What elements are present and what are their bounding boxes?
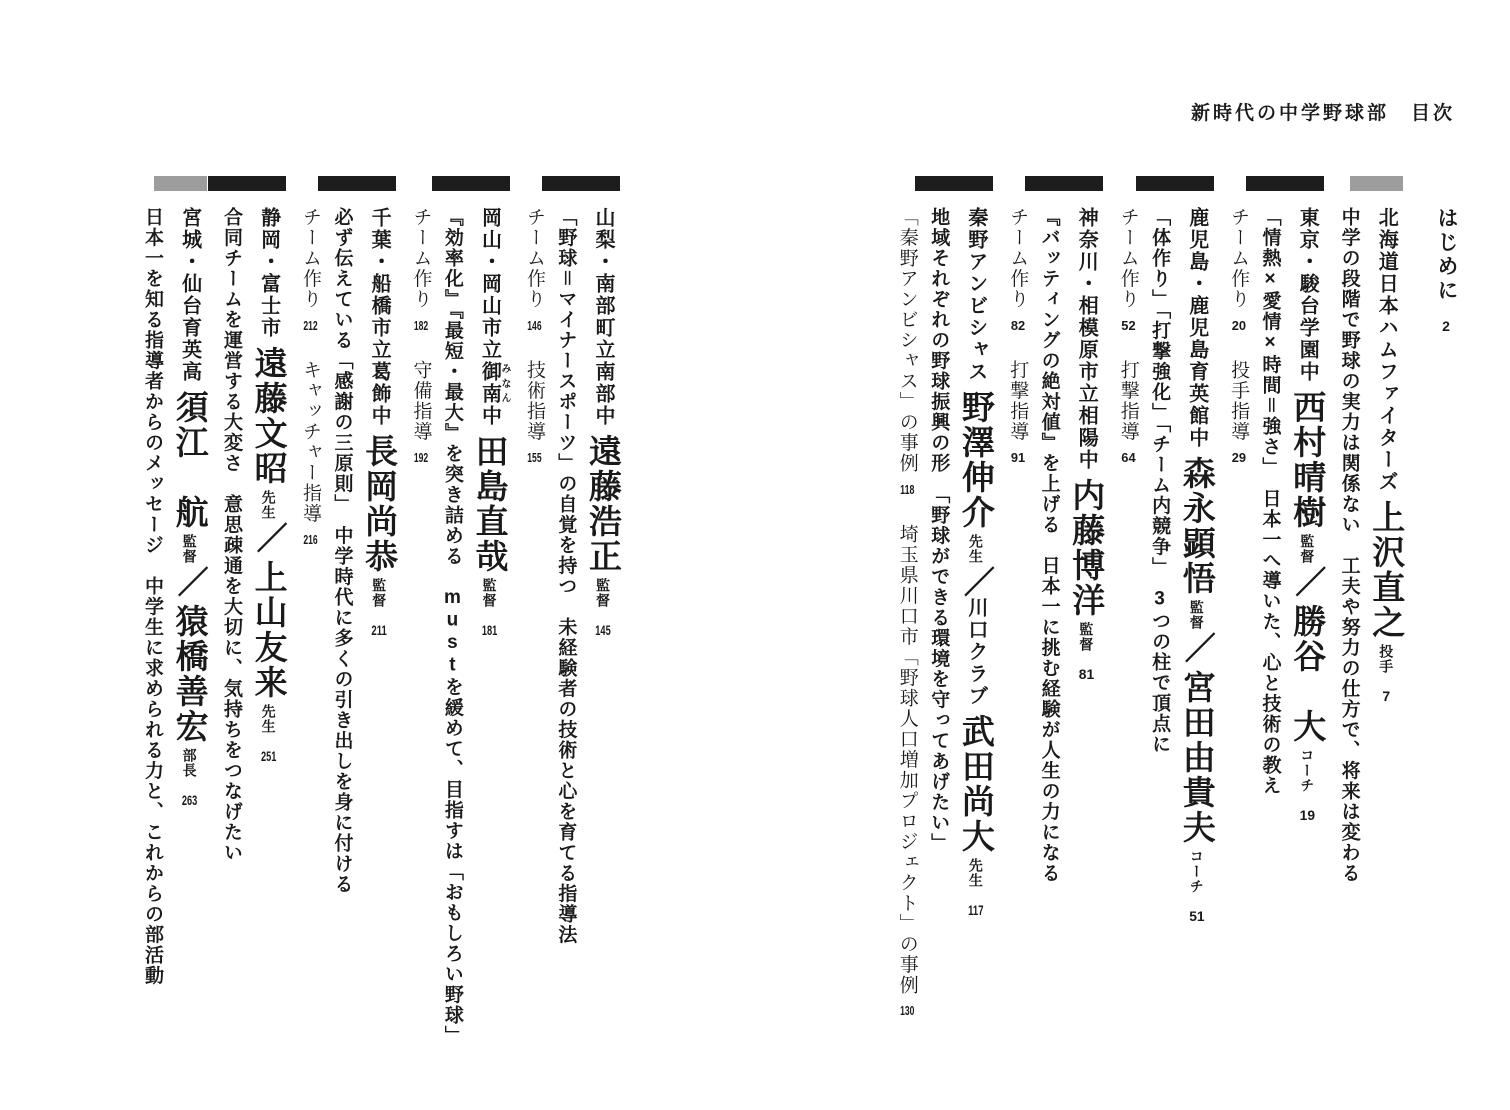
person-role: 先生 [260,490,277,520]
toc-section [1227,207,1327,1047]
section-accent-bar [208,176,286,191]
intro-label: はじめに [1435,207,1458,303]
section-subtitle: 「情熱×愛情×時間＝強さ」 日本一へ導いた、心と技術の教え [1259,207,1281,796]
item-label: 「秦野アンビシャス」の事例 [896,207,918,474]
person-name: 内藤博洋 [1068,478,1106,618]
section-title-column [472,207,510,1047]
person-name: 森永顕悟 [1178,456,1216,596]
section-accent-bar [154,176,207,191]
item-page-number: 52 [1121,318,1136,332]
section-page-number: 19 [1299,808,1316,822]
toc-section [1006,207,1106,1047]
person-name: 遠藤文昭 [250,346,288,486]
section-title-column [585,207,620,1047]
item-page-number: 82 [1010,318,1026,332]
section-subtitle: 必ず伝えている「感謝の三原則」 中学時代に多くの引き出しを身に付ける [331,207,353,895]
item-page-number: 118 [900,482,915,496]
item-page-number: 20 [1231,318,1247,332]
section-subtitle: 『効率化』『最短・最大』を突き詰める mustを緩めて、目指すは「おもしろい野球」 [441,207,463,1046]
person-role: コーチ [1299,748,1316,793]
section-title-column [361,207,399,1047]
person-role: 監督 [595,578,611,608]
affiliation-text: 岡山・岡山市立 [478,207,501,361]
item-page-number: 155 [527,450,542,464]
person-name: 西村晴樹 [1289,390,1327,530]
item-label: 打撃指導 [1117,359,1139,442]
section-page-number: 51 [1189,909,1205,923]
item-page-number: 91 [1010,450,1026,464]
section-items-column [299,207,321,1047]
person-role: コーチ [1188,849,1205,894]
person-name: 上沢直之 [1368,500,1406,640]
section-subtitle: 日本一を知る指導者からのメッセージ 中学生に求められる力と、これからの部活動 [141,207,163,986]
name-separator: ／ [1290,566,1326,597]
toc-section [220,207,286,1047]
item-label: 打撃指導 [1007,359,1029,442]
section-subtitle: 地域それぞれの野球振興の形 「野球ができる環境を守ってあげたい」 [928,207,950,854]
section-accent-bar [915,176,993,191]
toc-section [409,207,509,1047]
section-title-column [958,207,993,1047]
ruby-annotation [478,361,511,405]
person-name: 武田尚大 [957,714,995,854]
person-role: 監督 [481,578,498,608]
section-accent-bar [1350,176,1403,191]
section-subtitle: 「体作り」「打撃強化」「チーム内競争」 3つの柱で頂点に [1149,207,1171,755]
section-items-column [523,207,545,1047]
section-accent-bar [1246,176,1324,191]
item-label: 投手指導 [1228,359,1250,442]
person-role: 監督 [1188,600,1205,630]
person-role: 監督 [181,534,198,564]
toc-section [895,207,995,1047]
affiliation-text: 静岡・富士市 [257,207,280,339]
person-name: 猿橋善宏 [171,604,209,744]
section-subtitle: 合同チームを運営する大変さ 意思疎通を大切に、気持ちをつなげたい [221,207,242,863]
toc-item [1228,360,1249,464]
toc-section [299,207,399,1047]
name-separator: ／ [958,566,994,597]
item-page-number: 146 [527,318,542,332]
toc-page-right [818,207,1458,1047]
section-accent-bar [432,176,510,191]
item-page-number: 130 [900,1004,915,1017]
person-role: 先生 [967,534,984,564]
item-label: 技術指導 [523,359,545,442]
item-label: チーム作り [1007,207,1029,310]
person-role: 部長 [181,748,198,778]
item-label: チーム作り [1228,207,1250,310]
affiliation-text: 宮城・仙台育英高 [178,207,201,383]
person-role: 投手 [1378,644,1395,674]
section-page-number: 81 [1078,667,1095,681]
toc-item [300,360,321,546]
affiliation-text: 御南 [478,361,501,405]
affiliation-text: 北海道日本ハムファイターズ [1375,207,1398,493]
toc-item [524,207,545,332]
item-label: 埼玉県川口市「野球人口増加プロジェクト」の事例 [896,523,918,995]
running-head-title: 新時代の中学野球部 目次 [1190,103,1455,124]
affiliation-text: 秦野アンビシャス [964,207,987,383]
section-title-column [1179,207,1214,1047]
person-name: 宮田由貴夫 [1178,670,1216,845]
affiliation-text: 山梨・南部町立南部中 [592,207,614,427]
toc-item [300,207,321,332]
item-page-number: 29 [1231,450,1247,464]
section-accent-bar [1136,176,1214,191]
item-page-number: 192 [413,450,429,464]
section-accent-bar [542,176,620,191]
toc-section [1337,207,1406,1047]
ruby-reading: みなん [499,361,511,405]
section-items-column [409,207,431,1047]
affiliation-text: 千葉・船橋市立葛飾中 [368,207,391,427]
toc-item [1007,360,1028,464]
toc-item [1007,207,1028,332]
name-separator: ／ [251,522,287,553]
toc-item [897,207,918,496]
item-page-number: 216 [303,532,318,546]
section-subtitle: 『バッティングの絶対値』を上げる 日本一に挑む経験が人生の力になる [1038,207,1060,884]
person-name: 須江 航 [171,390,209,530]
affiliation-text: 東京・駿台学園中 [1296,207,1319,383]
toc-section [1116,207,1216,1047]
item-page-number: 212 [303,318,318,332]
affiliation-text: 中 [478,405,501,427]
section-title-column [1290,207,1325,1047]
name-separator: ／ [1179,632,1215,663]
section-page-number: 263 [181,793,198,807]
section-items-column [1006,207,1028,1047]
toc-item [1118,360,1139,464]
section-accent-bar [1025,176,1103,191]
person-role: 監督 [1078,622,1095,652]
section-subtitle: 「野球＝マイナースポーツ」の自覚を持つ 未経験者の技術と心を育てる指導法 [555,207,577,945]
section-page-number: 211 [371,623,387,637]
toc-item [897,524,918,1018]
item-label: 守備指導 [410,359,432,442]
section-page-number: 251 [260,749,277,763]
section-page-number: 7 [1382,689,1391,703]
toc-item [1118,207,1139,332]
section-title-column [172,207,207,1047]
item-label: チーム作り [523,207,545,310]
affiliation-text: 神奈川・相模原市立相陽中 [1075,207,1098,471]
item-label: チーム作り [1117,207,1139,310]
item-label: チーム作り [410,207,432,310]
section-page-number: 145 [595,623,611,637]
section-title-column [251,207,286,1047]
toc-section [523,207,620,1047]
affiliation-text: 鹿児島・鹿児島育英館中 [1185,207,1208,449]
toc-intro-entry [1433,207,1458,1047]
person-name: 上山友来 [250,560,288,700]
section-page-number: 181 [481,623,498,637]
section-title-column [1369,207,1404,1047]
toc-page-left [60,207,620,1047]
toc-section [141,207,207,1047]
item-page-number: 182 [413,318,429,332]
person-role: 先生 [967,858,984,888]
section-accent-bar [318,176,396,191]
section-page-number: 117 [968,903,984,917]
section-title-column [1069,207,1104,1047]
section-items-column [1116,207,1138,1047]
person-role: 先生 [260,704,277,734]
intro-page-number: 2 [1442,319,1450,333]
person-name: 野澤伸介 [957,390,995,530]
person-name: 遠藤浩正 [585,434,622,574]
item-page-number: 64 [1121,450,1136,464]
section-subtitle: 中学の段階で野球の実力は関係ない 工夫や努力の仕方で、将来は変わる [1338,207,1360,884]
toc-item [524,360,545,464]
person-name: 勝谷 大 [1289,604,1327,744]
affiliation-text: 川口クラブ [964,597,987,707]
item-label: チーム作り [300,207,322,310]
toc-item [411,207,432,332]
person-role: 監督 [1299,534,1316,564]
toc-item [1228,207,1249,332]
section-items-column [895,207,917,1047]
person-name: 田島直哉 [471,434,509,574]
name-separator: ／ [172,566,208,597]
item-label: キャッチャー指導 [300,359,322,524]
person-name: 長岡尚恭 [361,434,399,574]
toc-item [411,360,432,464]
section-items-column [1227,207,1249,1047]
person-role: 監督 [371,578,388,608]
